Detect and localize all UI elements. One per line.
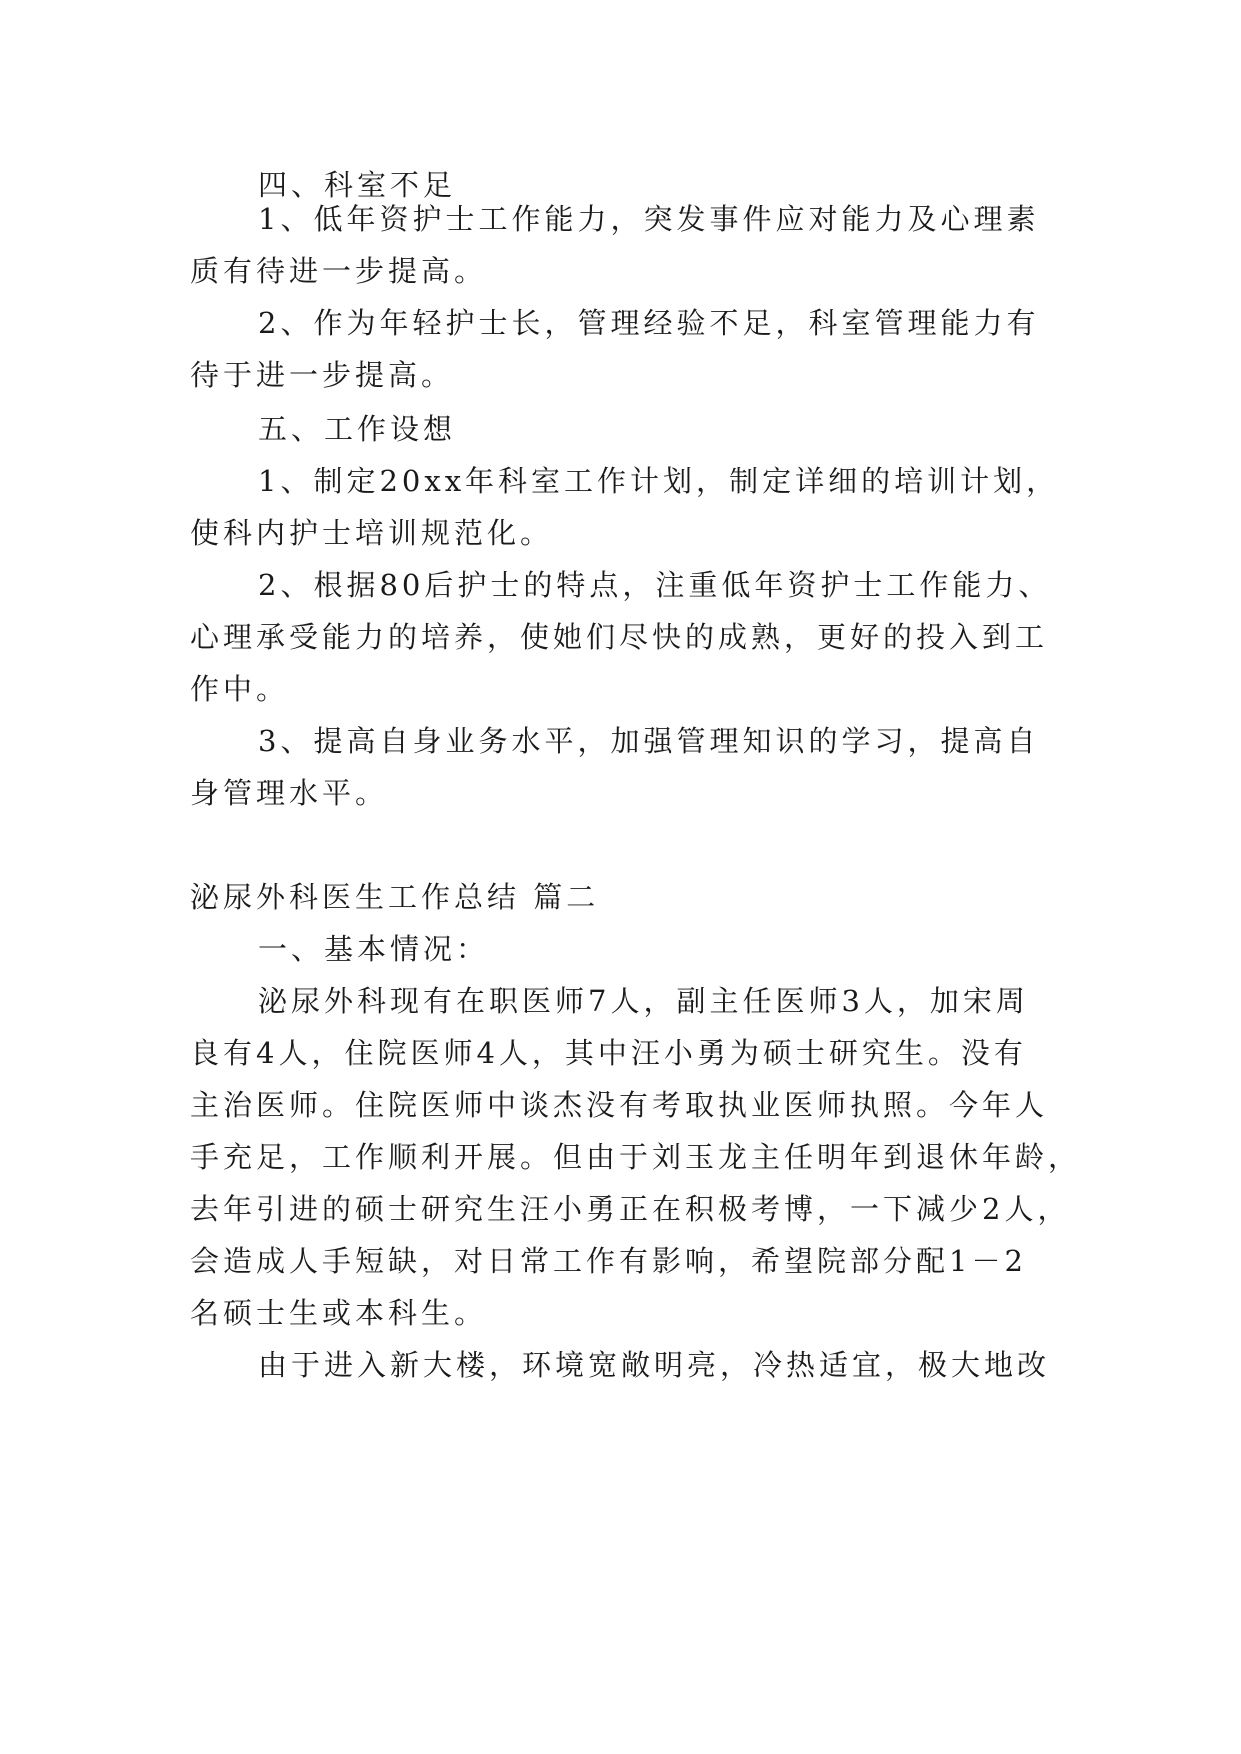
section-heading-five: 五、工作设想 xyxy=(258,412,457,446)
section-heading-four: 四、科室不足 xyxy=(258,168,457,202)
paragraph-line: 3、提高自身业务水平，加强管理知识的学习，提高自 xyxy=(258,724,1040,758)
paragraph-line: 由于进入新大楼，环境宽敞明亮，冷热适宜，极大地改 xyxy=(258,1348,1051,1382)
paragraph-line: 作中。 xyxy=(190,672,290,706)
paragraph-line: 2、作为年轻护士长，管理经验不足，科室管理能力有 xyxy=(258,306,1040,340)
paragraph-line: 使科内护士培训规范化。 xyxy=(190,516,554,550)
paragraph-line: 2、根据80后护士的特点，注重低年资护士工作能力、 xyxy=(258,568,1052,602)
paragraph-line: 待于进一步提高。 xyxy=(190,358,455,392)
paragraph-line: 1、制定20xx年科室工作计划，制定详细的培训计划， xyxy=(258,464,1060,498)
paragraph-line: 去年引进的硕士研究生汪小勇正在积极考博，一下减少2人， xyxy=(190,1192,1071,1226)
paragraph-line: 身管理水平。 xyxy=(190,776,389,810)
paragraph-line: 心理承受能力的培养，使她们尽快的成熟，更好的投入到工 xyxy=(190,620,1049,654)
paragraph-line: 主治医师。住院医师中谈杰没有考取执业医师执照。今年人 xyxy=(190,1088,1049,1122)
article-title: 泌尿外科医生工作总结 篇二 xyxy=(190,880,600,914)
paragraph-line: 会造成人手短缺，对日常工作有影响，希望院部分配1－2 xyxy=(190,1244,1027,1278)
paragraph-line: 1、低年资护士工作能力，突发事件应对能力及心理素 xyxy=(258,202,1040,236)
paragraph-line: 质有待进一步提高。 xyxy=(190,254,488,288)
paragraph-line: 良有4人，住院医师4人，其中汪小勇为硕士研究生。没有 xyxy=(190,1036,1027,1070)
paragraph-line: 泌尿外科现有在职医师7人，副主任医师3人，加宋周 xyxy=(258,984,1029,1018)
paragraph-line: 名硕士生或本科生。 xyxy=(190,1296,488,1330)
paragraph-line: 手充足，工作顺利开展。但由于刘玉龙主任明年到退休年龄， xyxy=(190,1140,1082,1174)
section-heading-one: 一、基本情况： xyxy=(258,932,490,966)
